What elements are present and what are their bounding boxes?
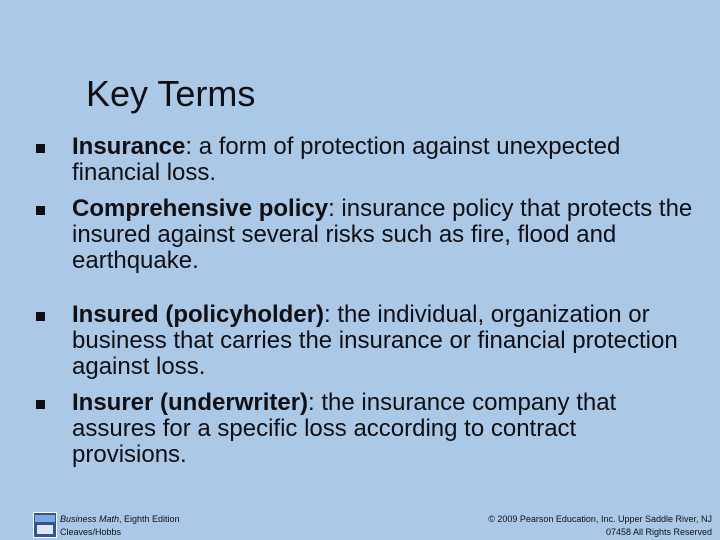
term-definition: : insurance policy that protects the insured against several risks such as fire, flood and earthquake.	[72, 195, 693, 274]
term-definition: : the individual, organization or business that carries the insurance or financial protection against loss.	[72, 301, 678, 380]
list-item	[36, 196, 696, 302]
term-text	[72, 390, 696, 468]
list-item	[36, 134, 696, 196]
term-definition: : a form of protection against unexpected financial loss.	[72, 133, 621, 186]
book-credit	[60, 513, 180, 539]
term-text	[72, 134, 696, 186]
term-name: Insured (policyholder)	[72, 301, 325, 328]
slide-title: Key Terms	[86, 73, 256, 114]
slide-footer	[0, 508, 720, 540]
square-bullet-icon	[36, 144, 45, 153]
book-authors: Cleaves/Hobbs	[60, 527, 122, 537]
term-name: Insurance	[72, 133, 186, 160]
book-title-line	[60, 513, 180, 526]
book-edition: , Eighth Edition	[119, 514, 180, 524]
list-item	[36, 390, 696, 468]
square-bullet-icon	[36, 312, 45, 321]
term-text	[72, 302, 696, 380]
book-title: Business Math	[60, 514, 120, 524]
copyright-line-2: 07458 All Rights Reserved	[605, 527, 712, 537]
copyright-line-1: © 2009 Pearson Education, Inc. Upper Saddle River, NJ	[488, 514, 712, 524]
pearson-prentice-hall-logo-icon	[33, 512, 57, 538]
list-item	[36, 302, 696, 390]
copyright-notice	[488, 513, 712, 539]
term-name: Insurer (underwriter)	[72, 389, 309, 416]
square-bullet-icon	[36, 206, 45, 215]
square-bullet-icon	[36, 400, 45, 409]
term-definition: : the insurance company that assures for a specific loss according to contract provisions.	[72, 389, 617, 468]
term-text	[72, 196, 696, 274]
key-terms-list	[36, 134, 696, 468]
term-name: Comprehensive policy	[72, 195, 329, 222]
